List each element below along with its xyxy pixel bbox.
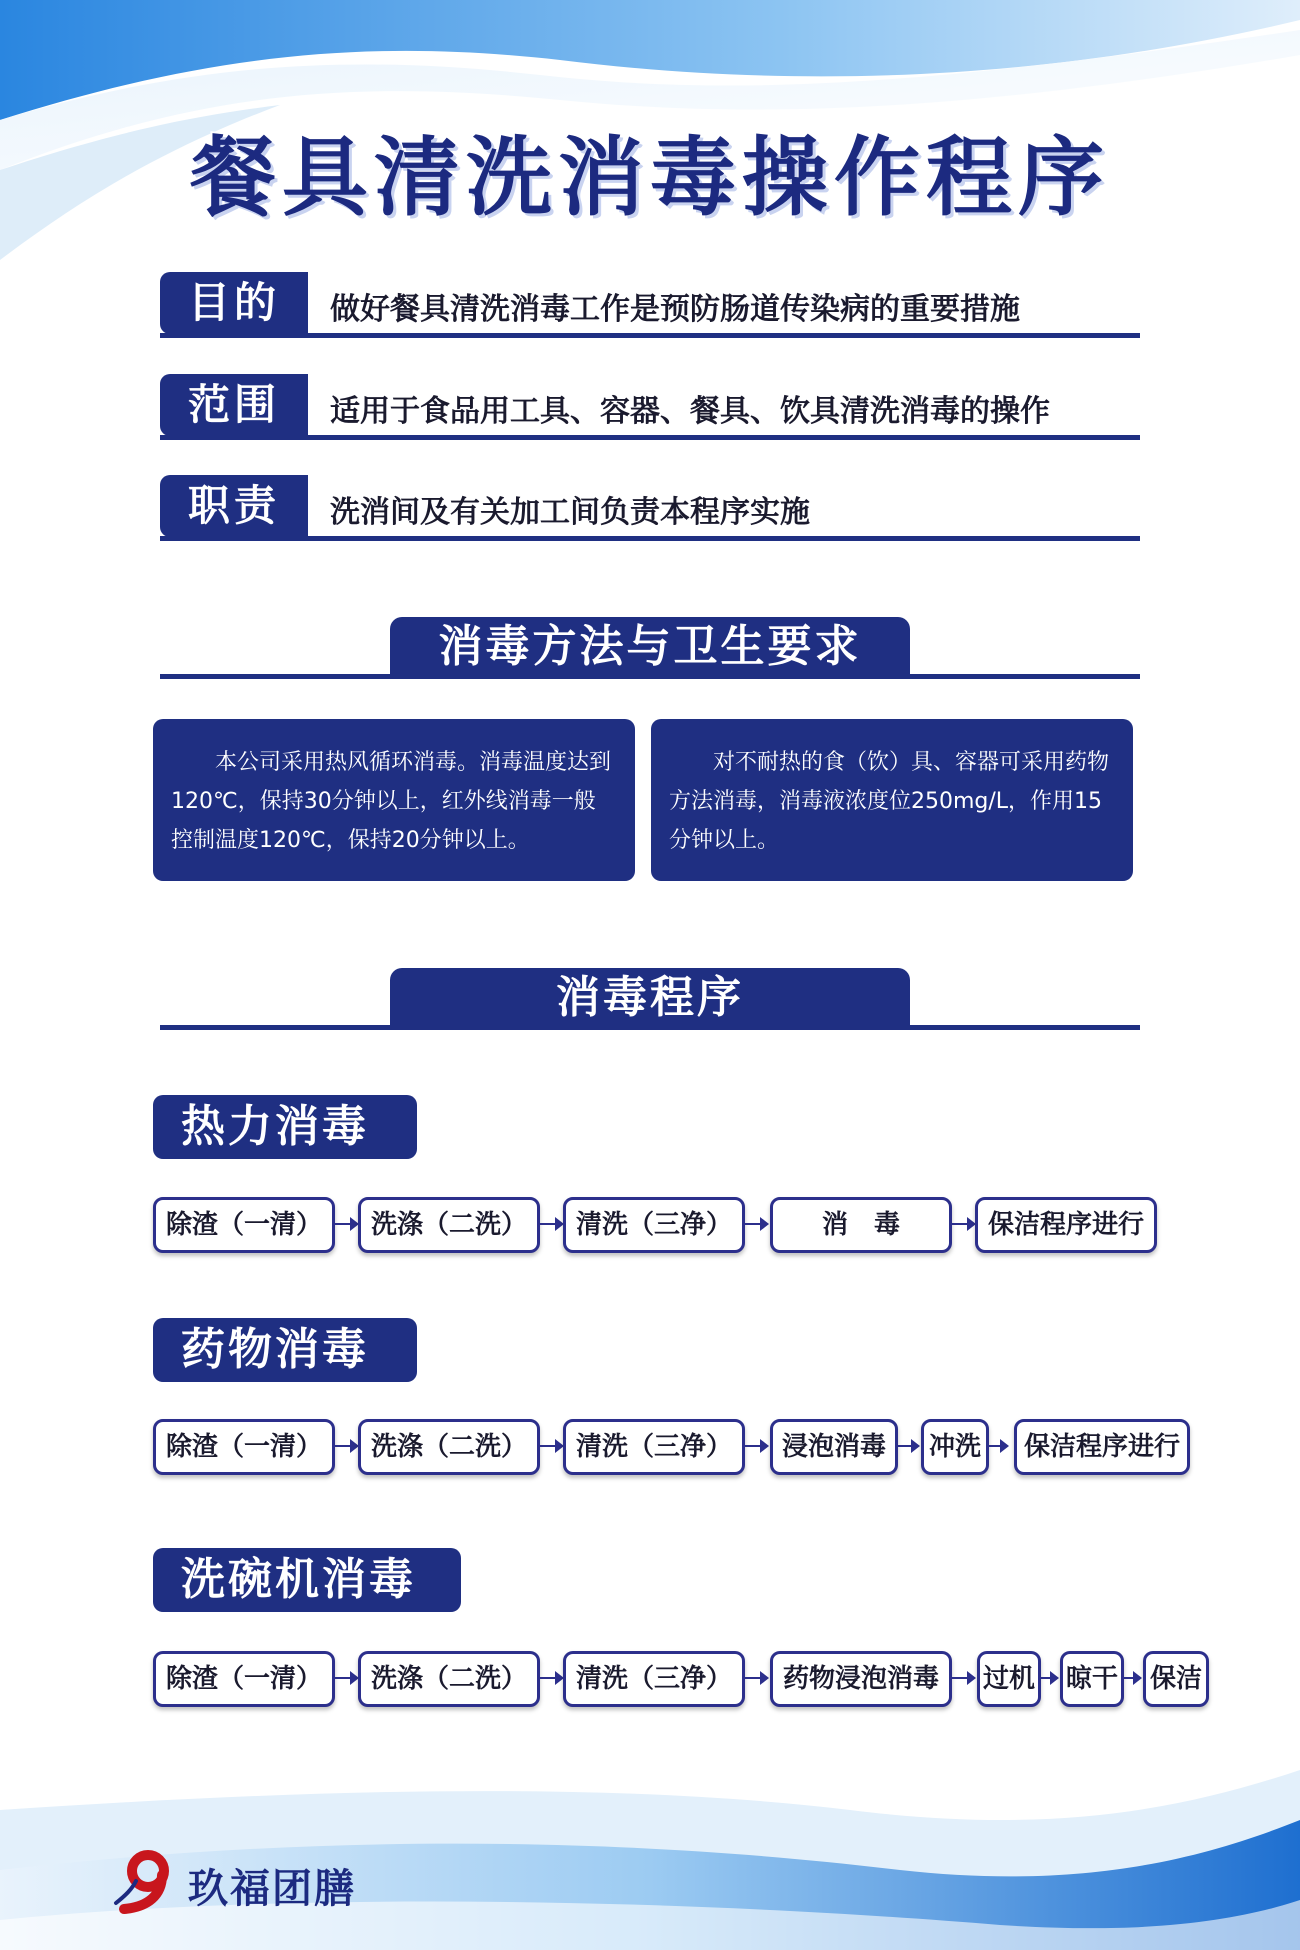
info-row-purpose [160,272,1140,338]
arrow-icon [898,1445,918,1447]
divider [160,674,1140,679]
flow-step: 冲洗 [921,1419,989,1475]
divider [160,435,1140,440]
arrow-icon [335,1223,357,1225]
method-card-chemical: 对不耐热的食（饮）具、容器可采用药物方法消毒，消毒液浓度位250mg/L，作用15分钟以上。 [651,719,1133,881]
arrow-icon [745,1677,767,1679]
flow-step: 除渣（一清） [153,1651,335,1707]
info-label: 职责 [160,475,308,537]
arrow-icon [952,1677,974,1679]
flow-step: 保洁 [1143,1651,1209,1707]
arrow-icon [745,1445,767,1447]
section-title: 消毒程序 [390,968,910,1028]
arrow-icon [540,1677,562,1679]
arrow-icon [335,1677,357,1679]
flow-step: 药物浸泡消毒 [770,1651,952,1707]
divider [160,536,1140,541]
divider [160,333,1140,338]
arrow-icon [745,1223,767,1225]
brand-name: 玖福团膳 [188,1865,356,1912]
info-text: 适用于食品用工具、容器、餐具、饮具清洗消毒的操作 [330,394,1050,429]
procedure-label-chemical: 药物消毒 [153,1318,417,1382]
arrow-icon [335,1445,357,1447]
arrow-icon [952,1223,974,1225]
arrow-icon [1124,1677,1140,1679]
arrow-icon [1041,1677,1057,1679]
info-row-duty [160,475,1140,541]
flow-step: 除渣（一清） [153,1419,335,1475]
arrow-icon [989,1445,1007,1447]
flow-step: 清洗（三净） [563,1419,745,1475]
bottom-wave-decoration [0,1750,1300,1950]
section-title: 消毒方法与卫生要求 [390,617,910,677]
info-row-scope [160,374,1140,440]
flow-chemical [153,1419,1213,1479]
nine-swirl-logo-icon [110,1845,180,1915]
flow-step: 晾干 [1060,1651,1124,1707]
info-text: 做好餐具清洗消毒工作是预防肠道传染病的重要措施 [330,292,1020,327]
flow-step: 洗涤（二洗） [358,1651,540,1707]
flow-step: 消 毒 [770,1197,952,1253]
arrow-icon [540,1445,562,1447]
flow-step: 除渣（一清） [153,1197,335,1253]
flow-dishwasher [153,1651,1213,1711]
flow-heat [153,1197,1213,1257]
flow-step: 洗涤（二洗） [358,1419,540,1475]
arrow-icon [540,1223,562,1225]
section-header-methods [160,617,1140,679]
flow-step: 清洗（三净） [563,1651,745,1707]
divider [160,1025,1140,1030]
flow-step: 洗涤（二洗） [358,1197,540,1253]
section-header-procedure [160,968,1140,1030]
procedure-label-heat: 热力消毒 [153,1095,417,1159]
procedure-label-dishwasher: 洗碗机消毒 [153,1548,461,1612]
info-label: 目的 [160,272,308,334]
info-label: 范围 [160,374,308,436]
method-card-heat: 本公司采用热风循环消毒。消毒温度达到120℃，保持30分钟以上，红外线消毒一般控制温度120℃，保持20分钟以上。 [153,719,635,881]
flow-step: 浸泡消毒 [770,1419,898,1475]
flow-step: 保洁程序进行 [1014,1419,1190,1475]
flow-step: 清洗（三净） [563,1197,745,1253]
info-text: 洗消间及有关加工间负责本程序实施 [330,495,810,530]
flow-step: 过机 [977,1651,1041,1707]
page-title: 餐具清洗消毒操作程序 [190,128,1110,228]
flow-step: 保洁程序进行 [975,1197,1157,1253]
